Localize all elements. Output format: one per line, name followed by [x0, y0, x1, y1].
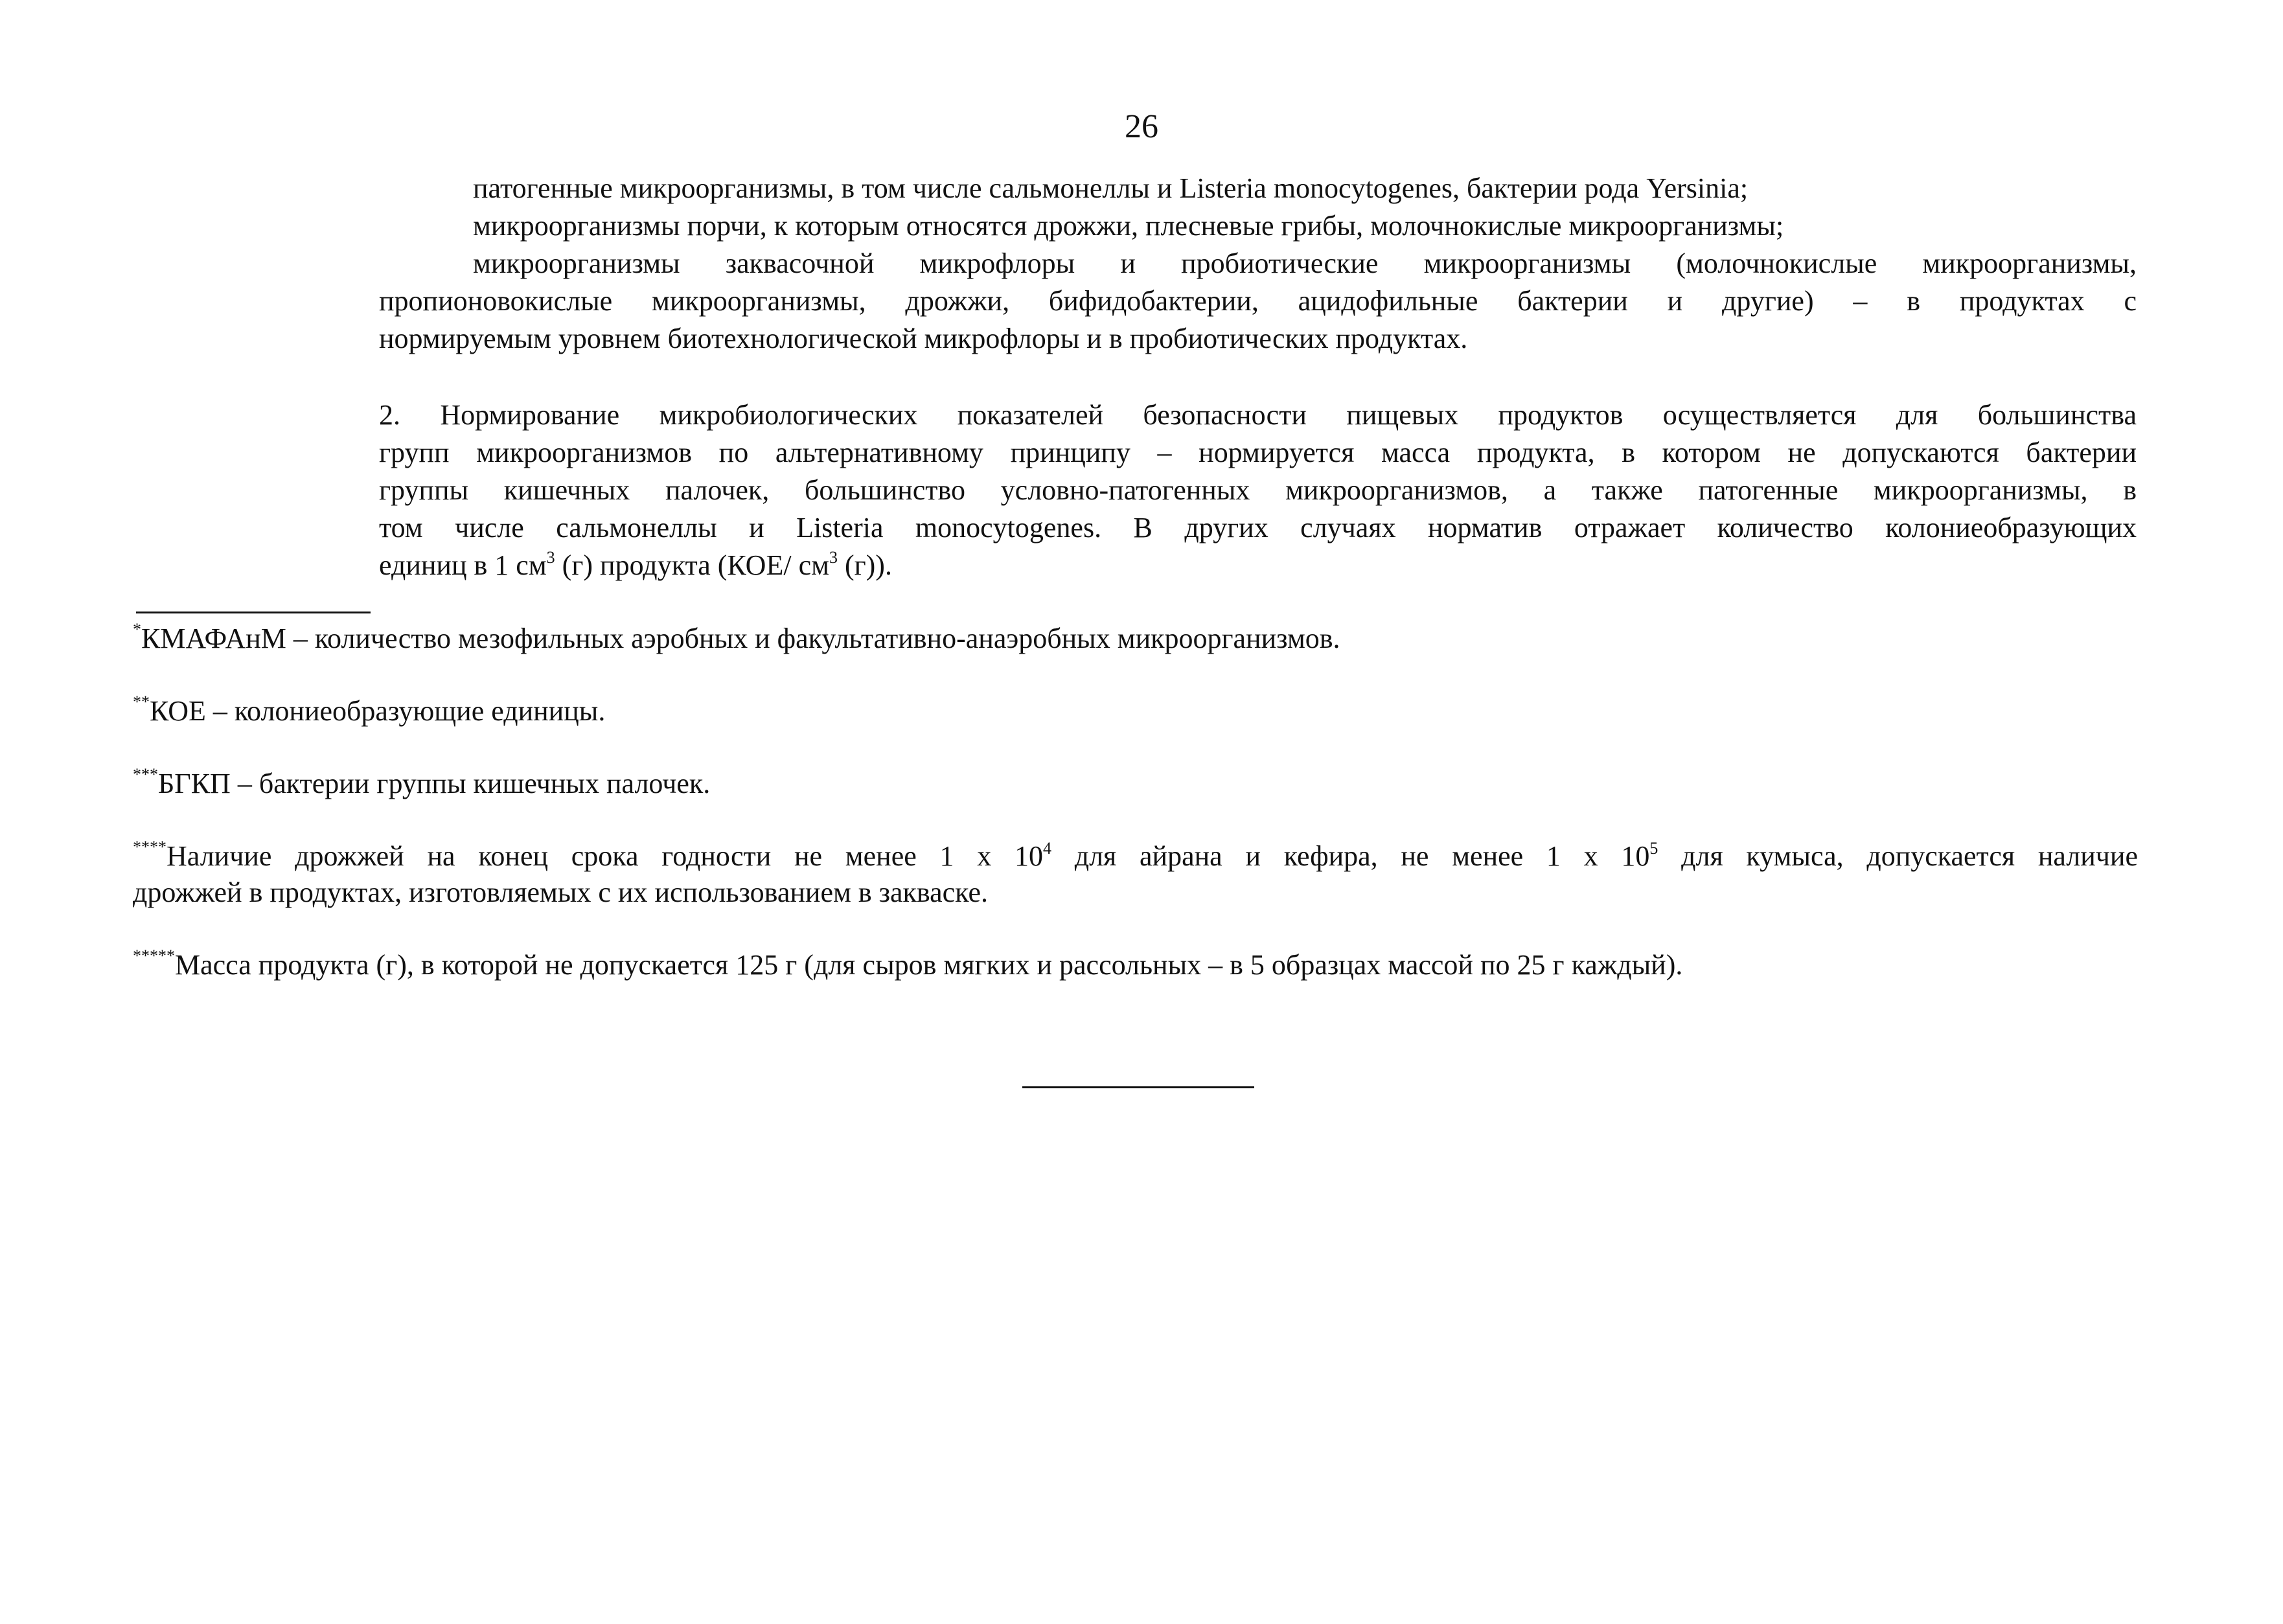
paragraph-2-line-2: групп микроорганизмов по альтернативному принципу – нормируется масса продукта, в котором не допускаются бактерии — [379, 437, 2137, 468]
paragraph-2 — [379, 396, 2137, 584]
end-of-document-rule — [1022, 1086, 1254, 1088]
microorganism-groups-list — [379, 170, 2137, 358]
paragraph-2-line-5-part-a: единиц в 1 см — [379, 549, 547, 581]
footnote-marker: ***** — [133, 946, 175, 965]
list-item-starter-line-1: микроорганизмы заквасочной микрофлоры и пробиотические микроорганизмы (молочнокислые микроорганизмы, — [473, 247, 2137, 279]
footnote-bgkp — [133, 766, 2138, 802]
list-item-pathogens: патогенные микроорганизмы, в том числе сальмонеллы и Listeria monocytogenes, бактерии рода Yersinia; — [473, 172, 1749, 204]
footnote-koe — [133, 693, 2138, 729]
footnote-yeast-part-b: для айрана и кефира, не менее 1 х 10 — [1051, 840, 1650, 872]
superscript-cubic-1: 3 — [546, 548, 555, 567]
list-item-starter-line-2: пропионовокислые микроорганизмы, дрожжи, бифидобактерии, ацидофильные бактерии и другие) – в продуктах с — [379, 285, 2137, 317]
footnote-mass — [133, 947, 2138, 983]
superscript-cubic-2: 3 — [829, 548, 838, 567]
footnote-yeast-part-c: для кумыса, допускается наличие — [1658, 840, 2138, 872]
paragraph-2-line-5 — [379, 547, 2137, 584]
footnote-yeast-line-2: дрожжей в продуктах, изготовляемых с их использованием в закваске. — [133, 876, 988, 908]
superscript-exponent-5: 5 — [1649, 839, 1658, 858]
paragraph-2-line-5-part-b: (г) продукта (КОЕ/ см — [555, 549, 829, 581]
list-item-spoilage: микроорганизмы порчи, к которым относятся дрожжи, плесневые грибы, молочнокислые микроорганизмы; — [473, 210, 1784, 242]
page-number: 26 — [1125, 108, 1158, 145]
superscript-exponent-4: 4 — [1042, 839, 1051, 858]
footnote-text: КОЕ – колониеобразующие единицы. — [150, 695, 606, 727]
footnote-marker: ** — [133, 692, 150, 711]
paragraph-2-line-4: том числе сальмонеллы и Listeria monocytogenes. В других случаях норматив отражает количество колониеобразующих — [379, 512, 2137, 543]
footnote-marker: *** — [133, 765, 158, 784]
footnote-marker: * — [133, 620, 141, 639]
footnote-yeast-line-1 — [133, 838, 2138, 875]
footnote-text: КМАФАнМ – количество мезофильных аэробных и факультативно-анаэробных микроорганизмов. — [141, 623, 1340, 654]
footnote-text: Масса продукта (г), в которой не допускается 125 г (для сыров мягких и рассольных – в 5 образцах массой по 25 г каждый). — [175, 949, 1683, 981]
footnotes — [133, 621, 2138, 1020]
footnote-kmafanm — [133, 621, 2138, 657]
list-item-starter-line-3: нормируемым уровнем биотехнологической микрофлоры и в пробиотических продуктах. — [379, 323, 1468, 354]
footnote-marker: **** — [133, 838, 166, 856]
footnote-text: БГКП – бактерии группы кишечных палочек. — [158, 768, 711, 799]
paragraph-2-line-1: 2. Нормирование микробиологических показателей безопасности пищевых продуктов осуществляется для большинства — [379, 399, 2137, 431]
footnote-yeast-part-a: Наличие дрожжей на конец срока годности не менее 1 х 10 — [166, 840, 1043, 872]
paragraph-2-line-3: группы кишечных палочек, большинство условно-патогенных микроорганизмов, а также патогенные микроорганизмы, в — [379, 474, 2137, 506]
footnote-separator — [136, 612, 371, 613]
footnote-yeast — [133, 838, 2138, 911]
paragraph-2-line-5-part-c: (г)). — [837, 549, 892, 581]
